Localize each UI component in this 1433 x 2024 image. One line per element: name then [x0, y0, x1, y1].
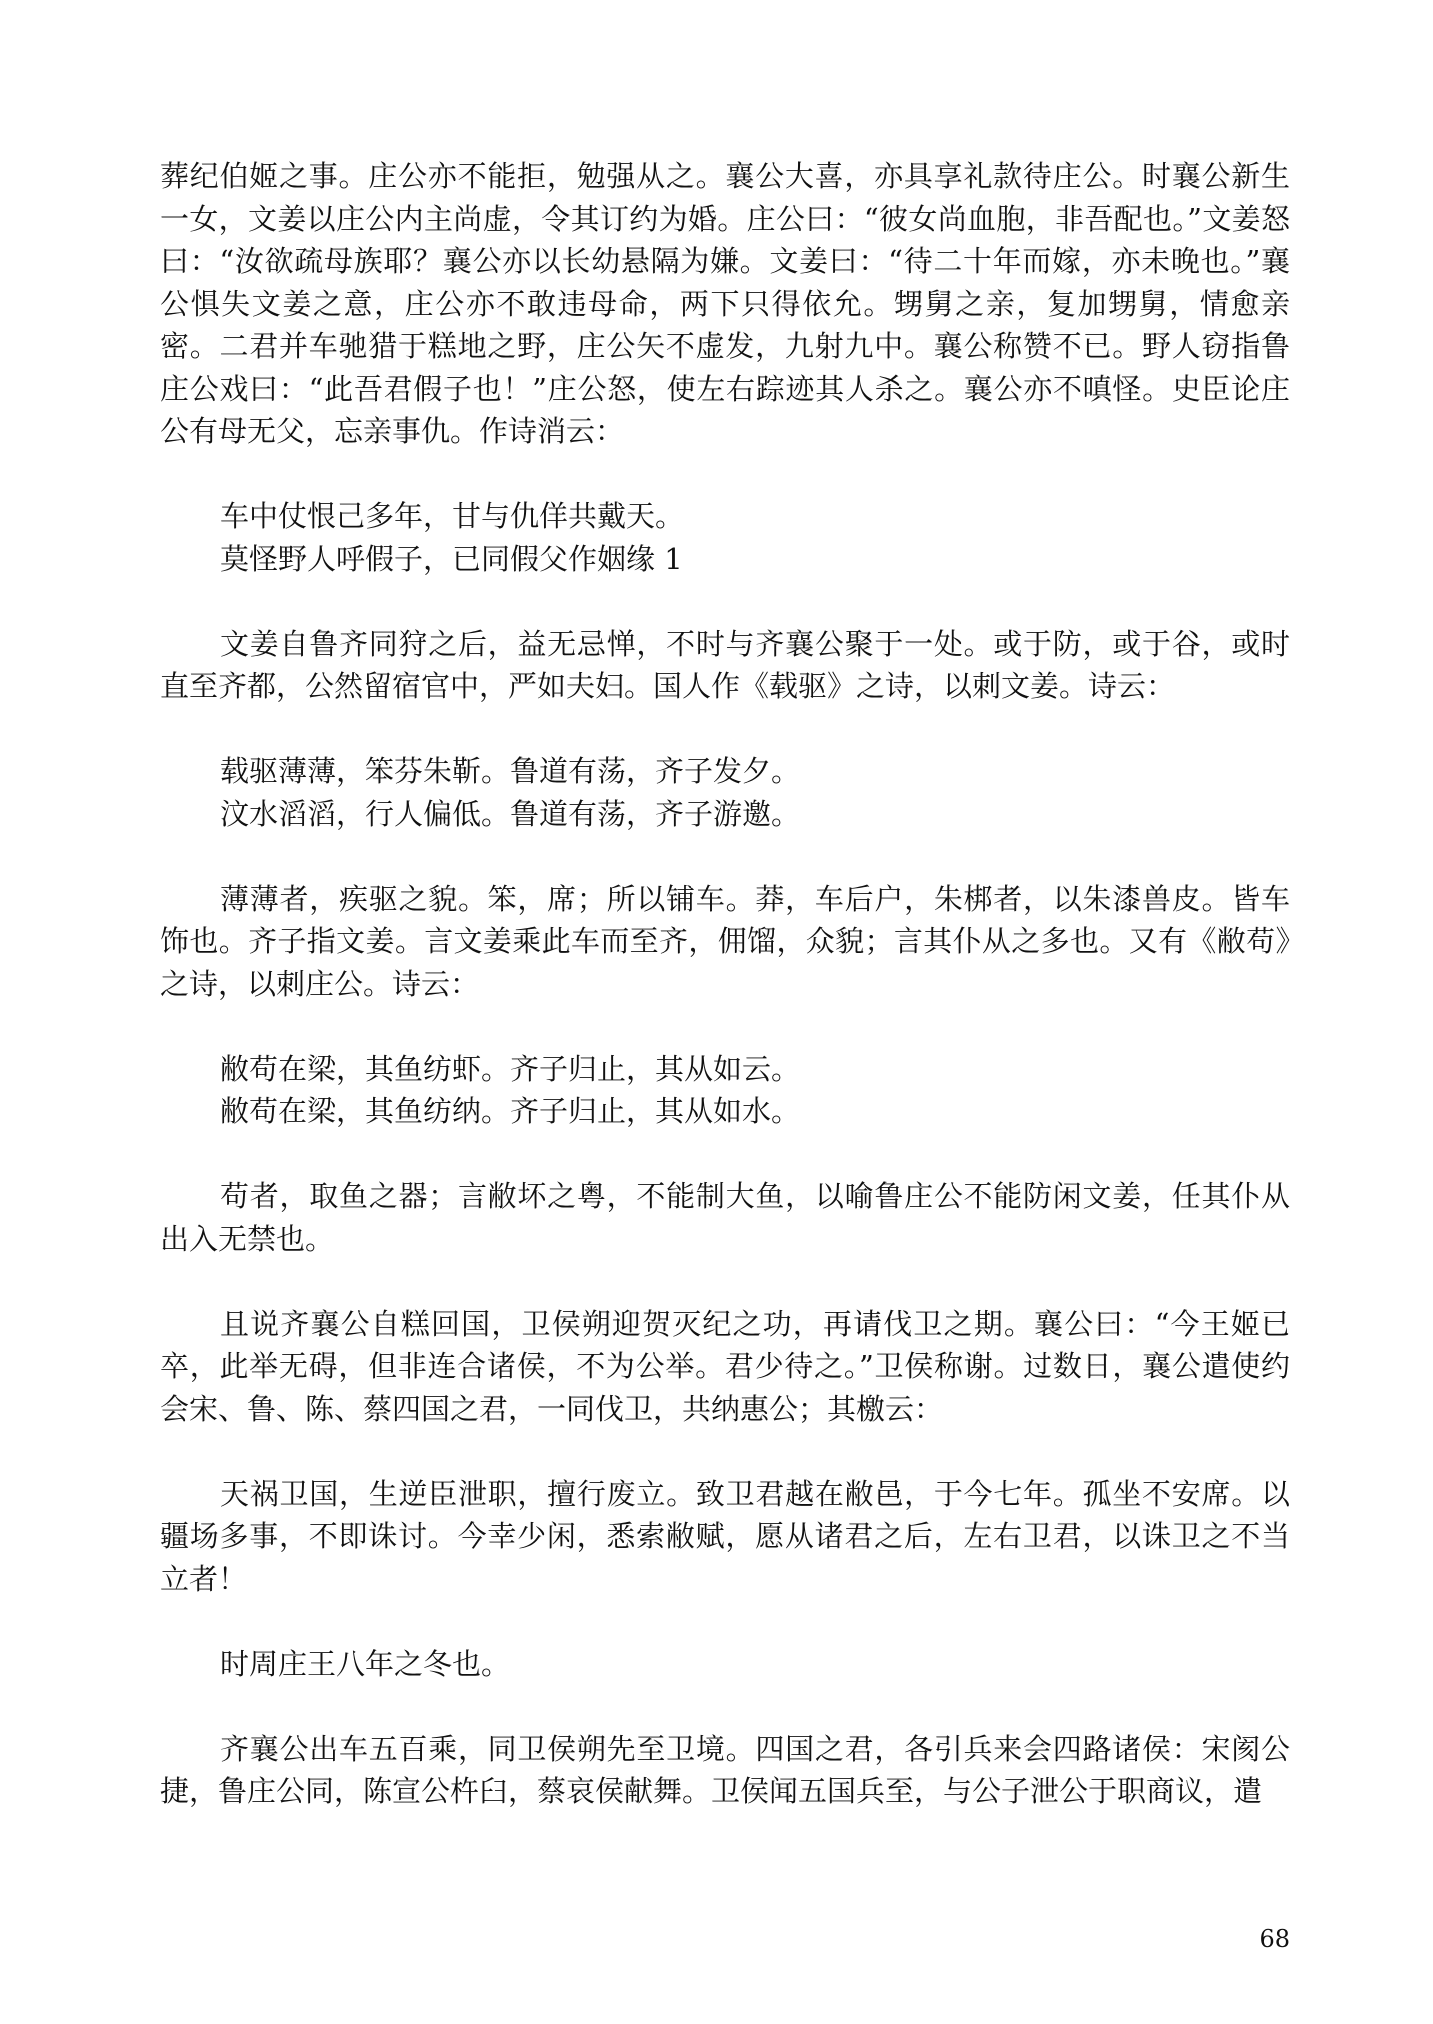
poem-line: 载驱薄薄，笨芬朱靳。鲁道有荡，齐子发夕。 — [220, 754, 801, 788]
paragraph: 薄薄者，疾驱之貌。笨，席；所以铺车。莽，车后户，朱梆者，以朱漆兽皮。皆车饰也。齐子指文姜。言文姜乘此车而至齐，佣馏，众貌；言其仆从之多也。又有《敝苟》之诗，以刺庄公。诗云： — [160, 881, 1290, 1001]
text-column — [160, 155, 1290, 1855]
poem-line: 莫怪野人呼假子，已同假父作姻缘 1 — [220, 541, 683, 576]
paragraph: 葬纪伯姬之事。庄公亦不能拒，勉强从之。襄公大喜，亦具享礼款待庄公。时襄公新生一女，文姜以庄公内主尚虚，令其订约为婚。庄公曰：“彼女尚血胞，非吾配也。”文姜怒曰：“汝欲疏母族耶？襄公亦以长幼悬隔为嫌。文姜曰：“待二十年而嫁，亦未晚也。”襄公惧失文姜之意，庄公亦不敢违母命，两下只得依允。甥舅之亲，复加甥舅，情愈亲密。二君并车驰猎于糕地之野，庄公矢不虚发，九射九中。襄公称赞不已。野人窃指鲁庄公戏曰：“此吾君假子也！”庄公怒，使左右踪迹其人杀之。襄公亦不嗔怪。史臣论庄公有母无父，忘亲事仇。作诗消云： — [160, 159, 1290, 448]
paragraph: 时周庄王八年之冬也。 — [220, 1646, 511, 1681]
paragraph: 苟者，取鱼之器；言敝坏之粤，不能制大鱼，以喻鲁庄公不能防闲文姜，任其仆从出入无禁也。 — [160, 1179, 1290, 1256]
paragraph: 文姜自鲁齐同狩之后，益无忌惮，不时与齐襄公聚于一处。或于防，或于谷，或时直至齐都，公然留宿官中，严如夫妇。国人作《载驱》之诗，以刺文姜。诗云： — [160, 626, 1290, 703]
poem-line: 汶水滔滔，行人偏低。鲁道有荡，齐子游邀。 — [220, 796, 801, 831]
poem — [160, 1048, 1290, 1133]
poem-line: 敝苟在梁，其鱼纺纳。齐子归止，其从如水。 — [220, 1094, 801, 1128]
paragraph: 齐襄公出车五百乘，同卫侯朔先至卫境。四国之君，各引兵来会四路诸侯：宋阂公捷，鲁庄公同，陈宣公杵臼，蔡哀侯献舞。卫侯闻五国兵至，与公子泄公于职商议，遣 — [160, 1731, 1290, 1808]
poem-line: 敝苟在梁，其鱼纺虾。齐子归止，其从如云。 — [220, 1051, 801, 1086]
poem — [160, 495, 1290, 580]
poem-line: 车中仗恨己多年，甘与仇佯共戴天。 — [220, 499, 685, 533]
page-number: 68 — [1259, 1925, 1290, 1953]
poem — [160, 750, 1290, 835]
decree-paragraph: 天祸卫国，生逆臣泄职，擅行废立。致卫君越在敝邑，于今七年。孤坐不安席。以疆场多事，不即诛讨。今幸少闲，悉索敝赋，愿从诸君之后，左右卫君，以诛卫之不当立者！ — [160, 1476, 1290, 1596]
paragraph: 且说齐襄公自糕回国，卫侯朔迎贺灭纪之功，再请伐卫之期。襄公曰：“今王姬已卒，此举无碍，但非连合诸侯，不为公举。君少待之。”卫侯称谢。过数日，襄公遣使约会宋、鲁、陈、蔡四国之君，一同伐卫，共纳惠公；其檄云： — [160, 1306, 1290, 1426]
